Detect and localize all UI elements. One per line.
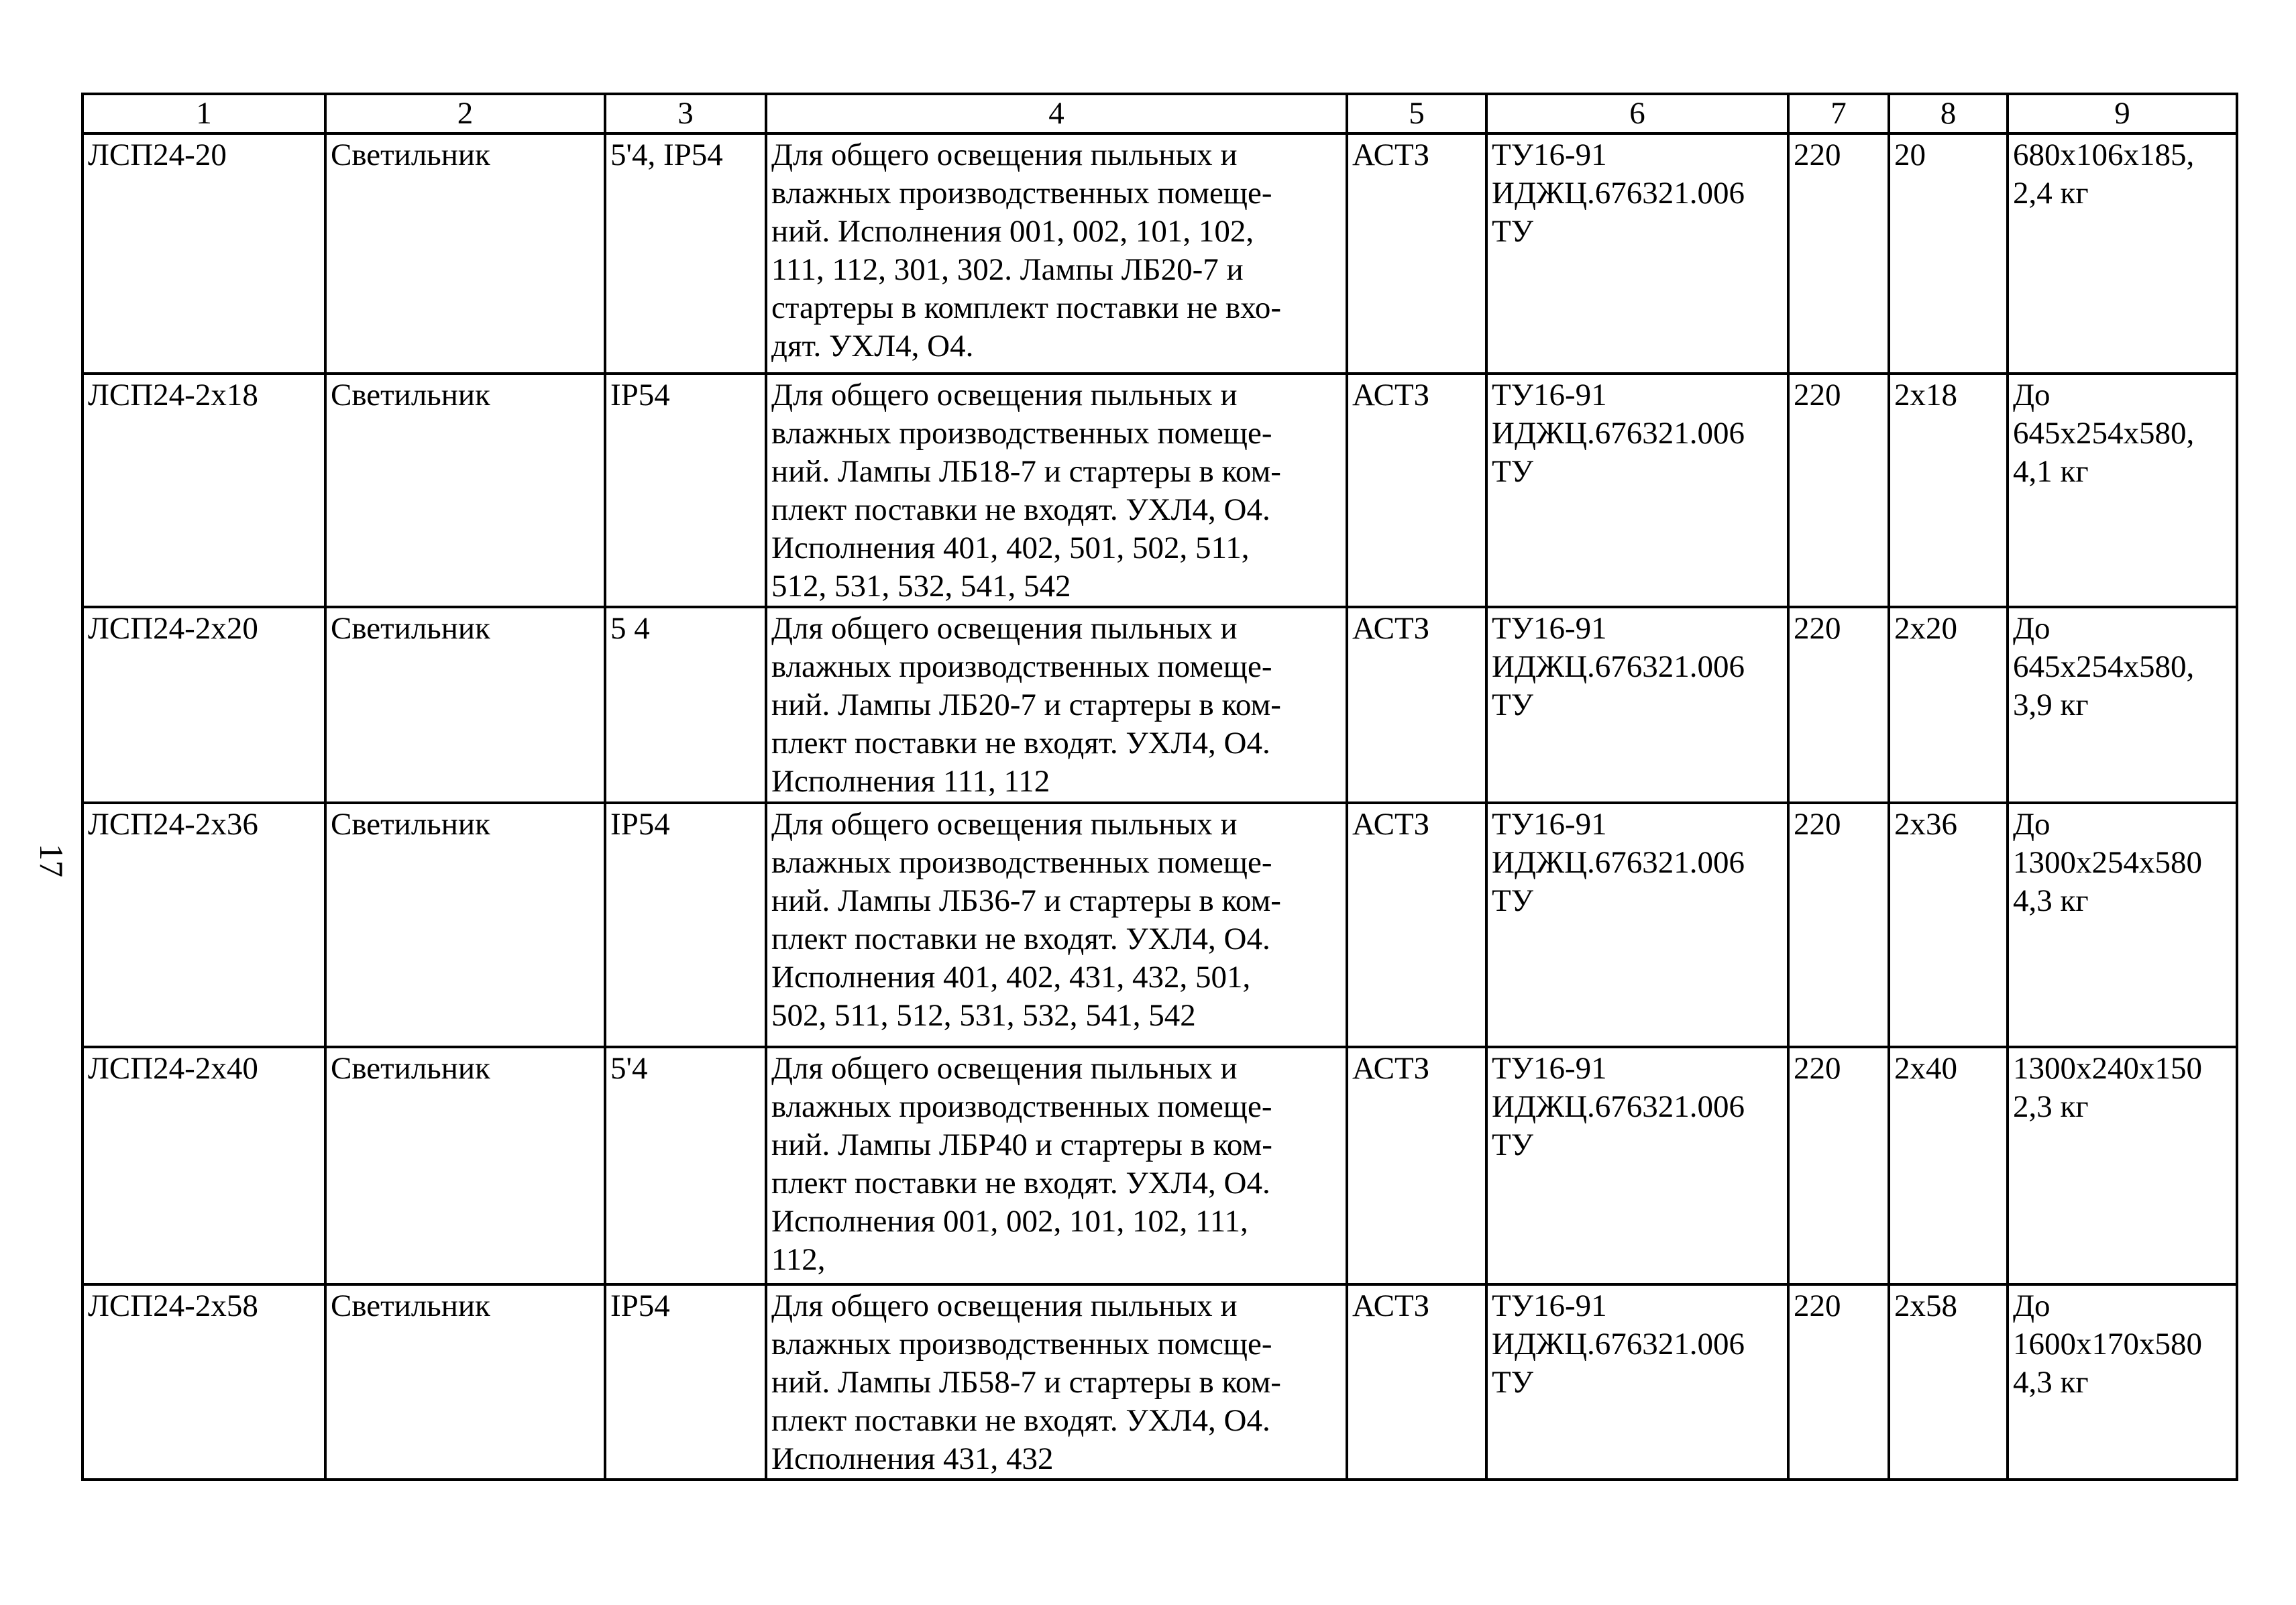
luminaire-spec-table xyxy=(81,93,2238,1481)
voltage-cell: 220 xyxy=(1788,803,1889,1047)
protection-cell: 5'4, IP54 xyxy=(605,133,766,374)
spec-cell: ТУ16-91 ИДЖЦ.676321.006 ТУ xyxy=(1486,374,1788,607)
table-row xyxy=(83,1284,2237,1480)
column-header-6: 6 xyxy=(1486,94,1788,133)
protection-cell: IP54 xyxy=(605,1284,766,1480)
spec-cell: ТУ16-91 ИДЖЦ.676321.006 ТУ xyxy=(1486,607,1788,803)
name-cell: Светильник xyxy=(325,607,605,803)
voltage-cell: 220 xyxy=(1788,607,1889,803)
header-row xyxy=(83,94,2237,133)
name-cell: Светильник xyxy=(325,803,605,1047)
table-row xyxy=(83,1047,2237,1284)
designation-cell: ЛСП24-2х40 xyxy=(83,1047,325,1284)
voltage-cell: 220 xyxy=(1788,1284,1889,1480)
description-cell: Для общего освещения пыльных и влажных производственных помсще- ний. Лампы ЛБ58-7 и стартеры в ком- плект поставки не входят. УХЛ4, О4. Исполнения 431, 432 xyxy=(766,1284,1347,1480)
description-cell: Для общего освещения пыльных и влажных производственных помеще- ний. Исполнения 001, 002, 101, 102, 111, 112, 301, 302. Лампы ЛБ20-7 и стартеры в комплект поставки не вхо- дят. УХЛ4, О4. xyxy=(766,133,1347,374)
column-header-4: 4 xyxy=(766,94,1347,133)
protection-cell: 5'4 xyxy=(605,1047,766,1284)
column-header-9: 9 xyxy=(2008,94,2237,133)
name-cell: Светильник xyxy=(325,374,605,607)
column-header-5: 5 xyxy=(1347,94,1486,133)
dimensions-cell: До 645х254х580, 4,1 кг xyxy=(2008,374,2237,607)
spec-cell: ТУ16-91 ИДЖЦ.676321.006 ТУ xyxy=(1486,1284,1788,1480)
description-cell: Для общего освещения пыльных и влажных производственных помеще- ний. Лампы ЛБ36-7 и стартеры в ком- плект поставки не входят. УХЛ4, О4. Исполнения 401, 402, 431, 432, 501, 502, 511, 512, 531, 532, 541, 542 xyxy=(766,803,1347,1047)
manufacturer-cell: АСТЗ xyxy=(1347,607,1486,803)
spec-cell: ТУ16-91 ИДЖЦ.676321.006 ТУ xyxy=(1486,1047,1788,1284)
voltage-cell: 220 xyxy=(1788,133,1889,374)
power-cell: 2х20 xyxy=(1889,607,2008,803)
manufacturer-cell: АСТЗ xyxy=(1347,1284,1486,1480)
power-cell: 20 xyxy=(1889,133,2008,374)
name-cell: Светильник xyxy=(325,1284,605,1480)
column-header-8: 8 xyxy=(1889,94,2008,133)
designation-cell: ЛСП24-2х36 xyxy=(83,803,325,1047)
name-cell: Светильник xyxy=(325,133,605,374)
description-cell: Для общего освещения пыльных и влажных производственных помеще- ний. Лампы ЛБР40 и стартеры в ком- плект поставки не входят. УХЛ4, О4. Исполнения 001, 002, 101, 102, 111, 112, xyxy=(766,1047,1347,1284)
protection-cell: 5 4 xyxy=(605,607,766,803)
column-header-2: 2 xyxy=(325,94,605,133)
column-header-3: 3 xyxy=(605,94,766,133)
designation-cell: ЛСП24-2х18 xyxy=(83,374,325,607)
dimensions-cell: 1300х240х150 2,3 кг xyxy=(2008,1047,2237,1284)
table-row xyxy=(83,803,2237,1047)
spec-cell: ТУ16-91 ИДЖЦ.676321.006 ТУ xyxy=(1486,133,1788,374)
manufacturer-cell: АСТЗ xyxy=(1347,374,1486,607)
dimensions-cell: 680х106х185, 2,4 кг xyxy=(2008,133,2237,374)
protection-cell: IP54 xyxy=(605,374,766,607)
voltage-cell: 220 xyxy=(1788,374,1889,607)
column-header-1: 1 xyxy=(83,94,325,133)
table-row xyxy=(83,133,2237,374)
manufacturer-cell: АСТЗ xyxy=(1347,133,1486,374)
manufacturer-cell: АСТЗ xyxy=(1347,803,1486,1047)
table-row xyxy=(83,374,2237,607)
designation-cell: ЛСП24-20 xyxy=(83,133,325,374)
designation-cell: ЛСП24-2х20 xyxy=(83,607,325,803)
protection-cell: IP54 xyxy=(605,803,766,1047)
power-cell: 2х18 xyxy=(1889,374,2008,607)
table-row xyxy=(83,607,2237,803)
power-cell: 2х36 xyxy=(1889,803,2008,1047)
dimensions-cell: До 1300х254х580 4,3 кг xyxy=(2008,803,2237,1047)
power-cell: 2х40 xyxy=(1889,1047,2008,1284)
voltage-cell: 220 xyxy=(1788,1047,1889,1284)
manufacturer-cell: АСТЗ xyxy=(1347,1047,1486,1284)
designation-cell: ЛСП24-2х58 xyxy=(83,1284,325,1480)
column-header-7: 7 xyxy=(1788,94,1889,133)
page-number: 17 xyxy=(33,844,70,877)
dimensions-cell: До 1600х170х580 4,3 кг xyxy=(2008,1284,2237,1480)
description-cell: Для общего освещения пыльных и влажных производственных помеще- ний. Лампы ЛБ18-7 и стартеры в ком- плект поставки не входят. УХЛ4, О4. Исполнения 401, 402, 501, 502, 511, 512, 531, 532, 541, 542 xyxy=(766,374,1347,607)
name-cell: Светильник xyxy=(325,1047,605,1284)
dimensions-cell: До 645х254х580, 3,9 кг xyxy=(2008,607,2237,803)
power-cell: 2х58 xyxy=(1889,1284,2008,1480)
spec-cell: ТУ16-91 ИДЖЦ.676321.006 ТУ xyxy=(1486,803,1788,1047)
description-cell: Для общего освещения пыльных и влажных производственных помеще- ний. Лампы ЛБ20-7 и стартеры в ком- плект поставки не входят. УХЛ4, О4. Исполнения 111, 112 xyxy=(766,607,1347,803)
